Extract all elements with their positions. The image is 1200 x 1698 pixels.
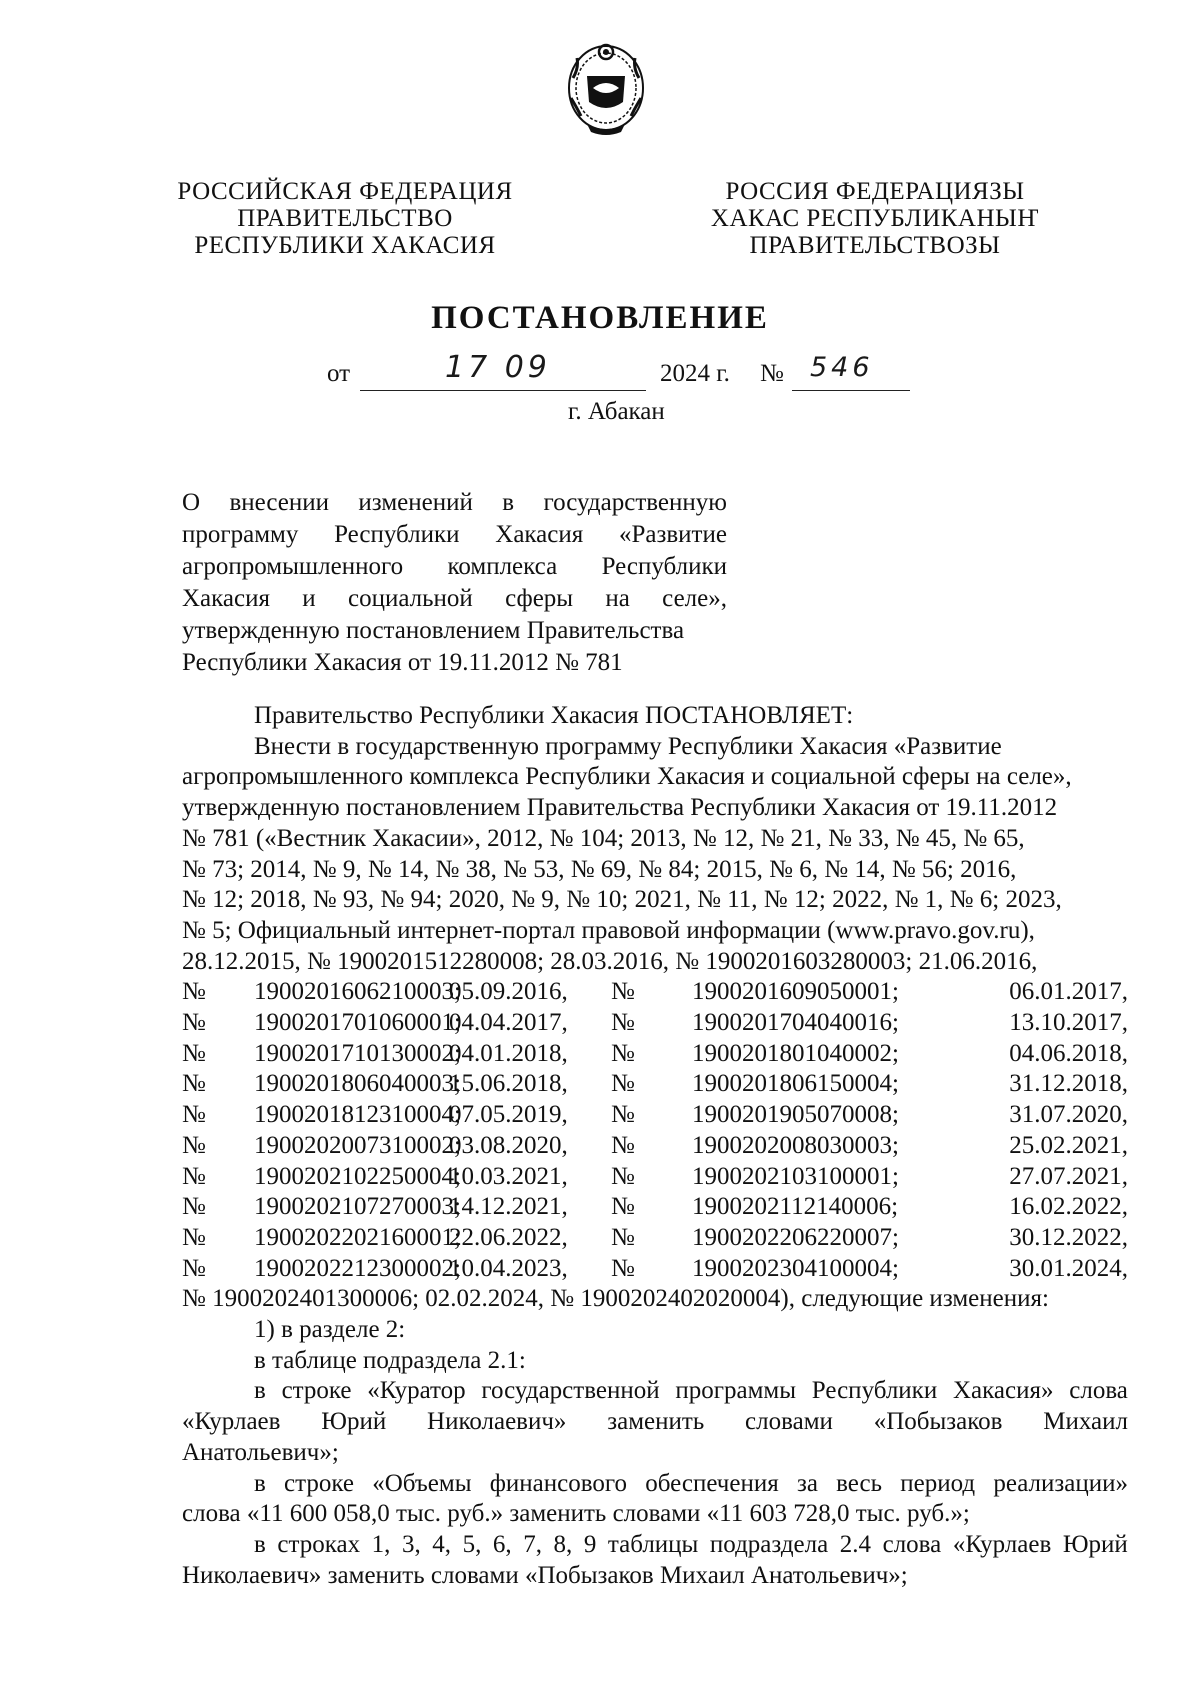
word: 9 [583,1530,597,1558]
decree-line: Правительство Республики Хакасия ПОСТАНОВЛЯЕТ: [254,702,854,729]
date-from-label: от [327,360,351,387]
word: 6, [492,1530,512,1558]
word: весь [836,1469,883,1497]
word: строках [277,1530,361,1558]
registry-cell: № [611,1101,635,1129]
registry-cell: 1900202202160001; [254,1223,461,1251]
word: 5, [462,1530,482,1558]
registry-cell: 13.10.2017, [1009,1009,1128,1037]
registry-cell: 1900202107270003; [254,1193,461,1221]
body-line: № 781 («Вестник Хакасии», 2012, № 104; 2013, № 12, № 21, № 33, № 45, № 65, [182,824,1025,852]
word: подраздела [709,1530,829,1558]
header-left-line: ПРАВИТЕЛЬСТВО [237,205,453,232]
registry-cell: № [182,1193,206,1221]
registry-cell: 1900201806040003; [254,1070,461,1098]
registry-cell: № [611,978,635,1006]
item-line: 1) в разделе 2: [254,1316,406,1344]
header-left-line: РОССИЙСКАЯ ФЕДЕРАЦИЯ [177,178,513,205]
word: программу [182,521,299,548]
body-line: Внести в государственную программу Республики Хакасия «Развитие [254,732,1002,760]
registry-cell: 30.12.2022, [1009,1223,1128,1251]
word: сферы [505,585,574,612]
word: агропромышленного [182,553,404,580]
word: Хакасия [495,521,584,548]
body-line: утвержденную постановлением Правительства Республики Хакасия от 19.11.2012 [182,794,1058,822]
word: «Курлаев [952,1530,1052,1558]
registry-cell: 27.07.2021, [1009,1162,1128,1190]
word: комплекса [447,553,558,580]
item-line: в таблице подраздела 2.1: [254,1346,526,1374]
registry-cell: 1900201606210003; [254,978,461,1006]
word: Юрий [321,1408,387,1436]
curator-line: Анатольевич»; [182,1438,339,1466]
subject-line [182,615,727,647]
word: 8, [553,1530,573,1558]
word: программы [675,1377,797,1405]
header-right-line: ХАКАС РЕСПУБЛИКАНЫҤ [710,205,1040,232]
registry-cell: № [611,1223,635,1251]
word: О [182,489,201,516]
registry-cell: 1900201701060001; [254,1009,461,1037]
word: заменить [607,1408,705,1436]
registry-cell: 06.01.2017, [1009,978,1128,1006]
registry-cell: 04.04.2017, [449,1009,568,1037]
word: Хакасия» [952,1377,1054,1405]
word: реализации» [993,1469,1128,1497]
curator-line [182,1407,1128,1438]
subject-line [182,487,727,519]
body-line: № 1900202401300006; 02.02.2024, № 1900202402020004), следующие изменения: [182,1285,1049,1313]
registry-cell: № [182,1162,206,1190]
registry-cell: 04.01.2018, [449,1039,568,1067]
finance-line [182,1469,1128,1500]
registry-cell: 25.02.2021, [1009,1131,1128,1159]
word: селе», [662,585,727,612]
registry-cell: 30.01.2024, [1009,1254,1128,1282]
word: в [254,1530,266,1558]
registry-cell: 1900202206220007; [692,1223,899,1251]
word: Республики [334,521,460,548]
word: и [302,585,316,612]
curator-line [182,1376,1128,1407]
registry-cell: № [182,978,206,1006]
header-left [175,178,515,259]
word: 4, [432,1530,452,1558]
registry-cell: 05.09.2016, [449,978,568,1006]
word: изменений [358,489,473,516]
year-label: 2024 г. [660,360,730,387]
word: Михаил [1043,1408,1128,1436]
word: «Объемы [372,1469,472,1497]
word: слова [1069,1377,1128,1405]
subject-line [182,551,727,583]
registry-cell: 04.06.2018, [1009,1039,1128,1067]
header-right-line: ПРАВИТЕЛЬСТВОЗЫ [749,232,1001,259]
registry-cell: № [611,1254,635,1282]
word: Юрий [1062,1530,1128,1558]
registry-cell: № [182,1131,206,1159]
subject-line [182,647,727,679]
registry-cell: 1900202007310002; [254,1131,461,1159]
word: государственную [543,489,727,516]
subject-block [182,487,727,679]
registry-cell: 22.06.2022, [449,1223,568,1251]
word: внесении [229,489,330,516]
registry-cell: № [611,1193,635,1221]
registry-cell: 31.12.2018, [1009,1070,1128,1098]
word: обеспечения [645,1469,779,1497]
registry-cell: 1900201801040002; [692,1039,899,1067]
word: утвержденную постановлением Правительства [182,617,685,644]
registry-cell: № [182,1101,206,1129]
registry-rows [182,977,1128,1284]
word: Республики Хакасия от 19.11.2012 № 781 [182,649,623,676]
body-line: 28.12.2015, № 1900201512280008; 28.03.2016, № 1900201603280003; 21.06.2016, [182,947,1038,975]
header-right [705,178,1045,259]
word: социальной [347,585,473,612]
registry-cell: 1900202102250004; [254,1162,461,1190]
registry-cell: 1900201704040016; [692,1009,899,1037]
registry-cell: 10.04.2023, [449,1254,568,1282]
registry-cell: 15.06.2018, [449,1070,568,1098]
registry-cell: 1900201806150004; [692,1070,899,1098]
registry-cell: № [182,1039,206,1067]
registry-cell: 1900202008030003; [692,1131,899,1159]
word: «Побызаков [873,1408,1003,1436]
registry-cell: 1900202212300002; [254,1254,461,1282]
word: период [900,1469,976,1497]
word: 1, [371,1530,391,1558]
number-sign: № [760,360,784,387]
registry-cell: № [182,1070,206,1098]
registry-cell: 10.03.2021, [449,1162,568,1190]
word: слова [882,1530,942,1558]
coat-of-arms-emblem [565,38,647,141]
word: «Курлаев [182,1408,281,1436]
registry-cell: № [611,1162,635,1190]
registry-cell: 1900201905070008; [692,1101,899,1129]
word: Хакасия [182,585,270,612]
registry-cell: 1900202112140006; [692,1193,899,1221]
word: за [796,1469,818,1497]
word: 3, [401,1530,421,1558]
registry-cell: 07.05.2019, [449,1101,568,1129]
subject-line [182,519,727,551]
word: в [254,1377,266,1405]
date-handwritten: 17 09 [445,350,551,385]
word: финансового [489,1469,628,1497]
rows-line: Николаевич» заменить словами «Побызаков Михаил Анатольевич»; [182,1561,908,1589]
word: 7, [523,1530,542,1558]
registry-cell: 1900201812310004; [254,1101,461,1129]
word: строке [284,1469,354,1497]
registry-cell: 14.12.2021, [449,1193,568,1221]
finance-line: слова «11 600 058,0 тыс. руб.» заменить словами «11 603 728,0 тыс. руб.»; [182,1500,970,1528]
subject-line [182,583,727,615]
registry-cell: 1900201710130002; [254,1039,461,1067]
word: в [502,489,515,516]
rows-line [182,1530,1128,1561]
registry-cell: № [611,1131,635,1159]
document-body [182,701,1128,1591]
registry-cell: 1900202304100004; [692,1254,899,1282]
word: 2.4 [839,1530,872,1558]
word: Николаевич» [427,1408,567,1436]
body-line: № 5; Официальный интернет-портал правовой информации (www.pravo.gov.ru), [182,916,1035,944]
registry-cell: № [611,1039,635,1067]
registry-cell: № [182,1254,206,1282]
registry-cell: № [182,1009,206,1037]
registry-cell: 31.07.2020, [1009,1101,1128,1129]
document-title: ПОСТАНОВЛЕНИЕ [431,300,769,336]
word: «Куратор [367,1377,466,1405]
city: г. Абакан [568,398,665,425]
registry-cell: 1900201609050001; [692,978,899,1006]
word: Республики [811,1377,938,1405]
word: на [605,585,630,612]
number-handwritten: 546 [810,352,874,383]
header-right-line: РОССИЯ ФЕДЕРАЦИЯЗЫ [725,178,1025,205]
word: словами [745,1408,833,1436]
word: «Развитие [619,521,727,548]
registry-cell: 1900202103100001; [692,1162,899,1190]
word: Республики [601,553,727,580]
header-left-line: РЕСПУБЛИКИ ХАКАСИЯ [194,232,496,259]
word: строке [281,1377,352,1405]
word: таблицы [607,1530,699,1558]
registry-cell: 16.02.2022, [1009,1193,1128,1221]
registry-cell: № [611,1070,635,1098]
registry-cell: № [611,1009,635,1037]
registry-cell: № [182,1223,206,1251]
body-line: № 73; 2014, № 9, № 14, № 38, № 53, № 69, № 84; 2015, № 6, № 14, № 56; 2016, [182,855,1017,883]
word: в [254,1469,266,1497]
body-line: № 12; 2018, № 93, № 94; 2020, № 9, № 10; 2021, № 11, № 12; 2022, № 1, № 6; 2023, [182,886,1062,914]
body-line: агропромышленного комплекса Республики Хакасия и социальной сферы на селе», [182,763,1072,791]
registry-cell: 03.08.2020, [449,1131,568,1159]
word: государственной [481,1377,660,1405]
